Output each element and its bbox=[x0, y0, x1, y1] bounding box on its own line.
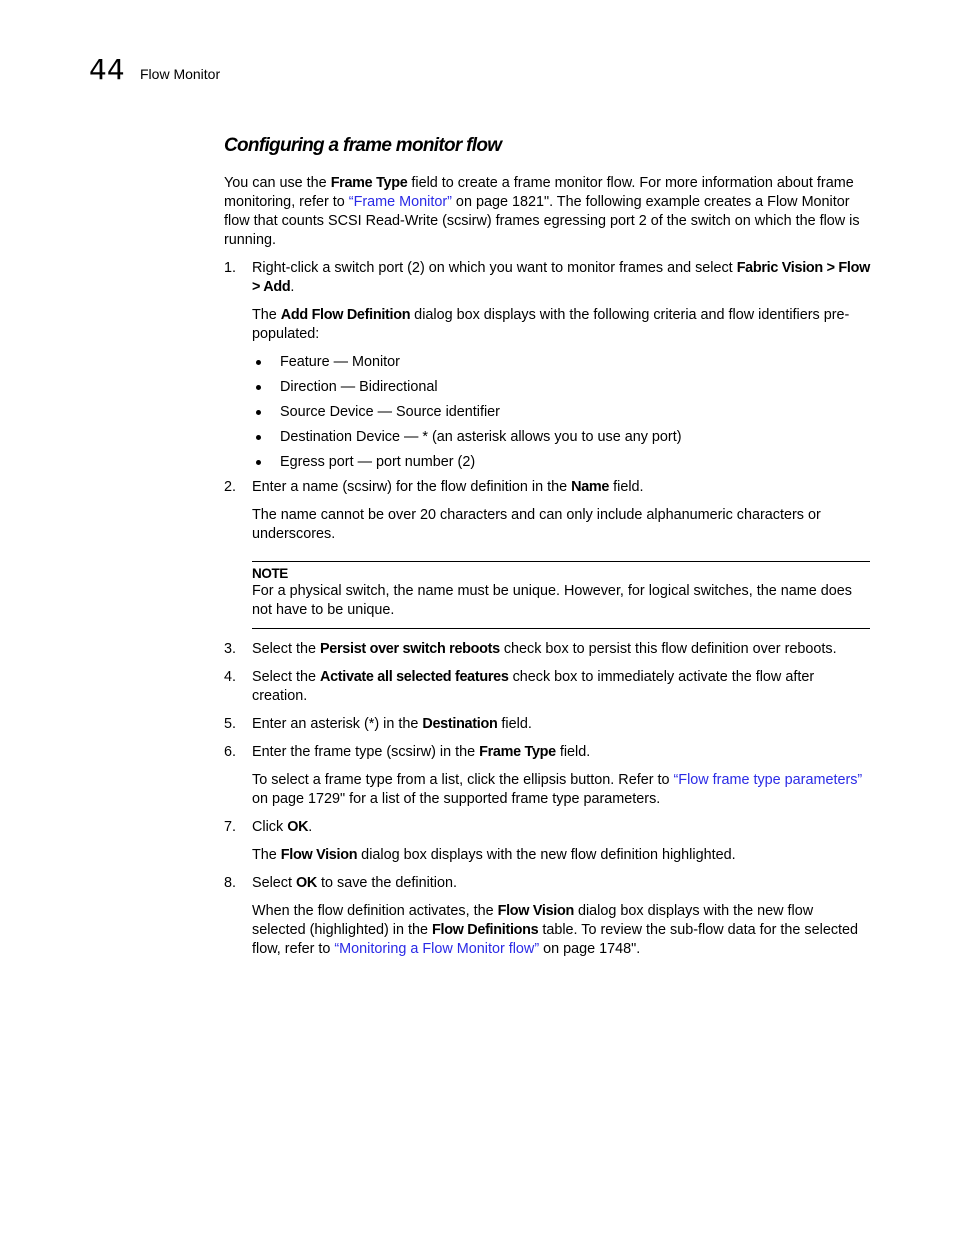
list-item: Feature — Monitor bbox=[252, 353, 870, 372]
step-text: The bbox=[252, 847, 281, 863]
list-item: Source Device — Source identifier bbox=[252, 403, 870, 422]
list-item: Egress port — port number (2) bbox=[252, 453, 870, 472]
step-text: dialog box displays with the new flow selected (highlighted) in the bbox=[252, 903, 814, 938]
step-number: 7. bbox=[224, 819, 237, 835]
step-text: Enter the frame type (scsirw) in the bbox=[252, 744, 480, 760]
step-number: 6. bbox=[224, 744, 237, 760]
step-text: on page 1748". bbox=[539, 941, 641, 957]
step-number: 2. bbox=[224, 479, 237, 495]
step-6-detail bbox=[224, 771, 870, 809]
step-text: . bbox=[308, 819, 313, 835]
step-6 bbox=[224, 743, 870, 762]
flow-frame-type-parameters-link[interactable]: “Flow frame type parameters” bbox=[673, 772, 863, 788]
step-2 bbox=[224, 478, 870, 497]
step-bold: Fabric Vision > Flow > Add bbox=[252, 260, 870, 295]
step-1-detail bbox=[224, 306, 870, 344]
list-item: Direction — Bidirectional bbox=[252, 378, 870, 397]
intro-text: on page 1821". The following example creates a Flow Monitor flow that counts SCSI Read-Write (scsirw) frames egressing port 2 of the switch on which the flow is running. bbox=[224, 194, 860, 248]
chapter-title: Flow Monitor bbox=[140, 66, 221, 82]
step-bold: Activate all selected features bbox=[320, 669, 509, 685]
step-bold: Name bbox=[571, 479, 610, 495]
note-text: For a physical switch, the name must be unique. However, for logical switches, the name does not have to be unique. bbox=[252, 583, 852, 618]
step-text: Click bbox=[252, 819, 288, 835]
step-text: dialog box displays with the new flow definition highlighted. bbox=[357, 847, 736, 863]
step-text: dialog box displays with the following criteria and flow identifiers pre-populated: bbox=[252, 307, 850, 342]
step-text: Select bbox=[252, 875, 296, 891]
step-4 bbox=[224, 668, 870, 706]
intro-bold-frame-type: Frame Type bbox=[330, 175, 408, 191]
step-bold: Add Flow Definition bbox=[280, 307, 411, 323]
step-number: 1. bbox=[224, 260, 237, 276]
step-text: check box to persist this flow definition over reboots. bbox=[499, 641, 837, 657]
step-3 bbox=[224, 640, 870, 659]
step-text: check box to immediately activate the flow after creation. bbox=[252, 669, 815, 704]
step-text: field. bbox=[497, 716, 532, 732]
step-bold: Flow Definitions bbox=[432, 922, 539, 938]
list-item: Destination Device — * (an asterisk allows you to use any port) bbox=[252, 428, 870, 447]
step-1 bbox=[224, 259, 870, 297]
step-2-detail: The name cannot be over 20 characters and can only include alphanumeric characters or underscores. bbox=[252, 507, 821, 542]
section-title: Configuring a frame monitor flow bbox=[224, 135, 502, 156]
step-text: . bbox=[290, 279, 295, 295]
prepopulated-criteria-list bbox=[224, 353, 870, 472]
step-text: field. bbox=[555, 744, 591, 760]
step-text: to save the definition. bbox=[317, 875, 457, 891]
note-box bbox=[252, 561, 870, 629]
note-label: NOTE bbox=[252, 566, 288, 581]
step-7 bbox=[224, 818, 870, 837]
step-number: 5. bbox=[224, 716, 237, 732]
step-bold: Flow Vision bbox=[280, 847, 358, 863]
step-text: Select the bbox=[252, 641, 320, 657]
monitoring-flow-monitor-flow-link[interactable]: “Monitoring a Flow Monitor flow” bbox=[334, 941, 540, 957]
step-bold: Destination bbox=[422, 716, 498, 732]
chapter-number: 44 bbox=[89, 53, 125, 86]
step-number: 3. bbox=[224, 641, 237, 657]
step-7-detail bbox=[224, 846, 870, 865]
step-text: To select a frame type from a list, click the ellipsis button. Refer to bbox=[252, 772, 674, 788]
step-text: Select the bbox=[252, 669, 320, 685]
frame-monitor-link[interactable]: “Frame Monitor” bbox=[348, 194, 452, 210]
step-bold: Frame Type bbox=[479, 744, 556, 760]
step-8 bbox=[224, 874, 870, 893]
step-text: Enter an asterisk (*) in the bbox=[252, 716, 423, 732]
step-text: table. To review the sub-flow data for the selected flow, refer to bbox=[252, 922, 859, 957]
step-text: on page 1729" for a list of the supported frame type parameters. bbox=[252, 791, 661, 807]
step-8-detail bbox=[224, 902, 870, 959]
step-text: Right-click a switch port (2) on which you want to monitor frames and select bbox=[252, 260, 737, 276]
step-text: Enter a name (scsirw) for the flow definition in the bbox=[252, 479, 572, 495]
step-text: The bbox=[252, 307, 281, 323]
step-number: 4. bbox=[224, 669, 237, 685]
intro-text: You can use the bbox=[224, 175, 331, 191]
step-number: 8. bbox=[224, 875, 237, 891]
step-bold: OK bbox=[296, 875, 317, 891]
step-bold: OK bbox=[287, 819, 309, 835]
step-text: When the flow definition activates, the bbox=[252, 903, 498, 919]
step-5 bbox=[224, 715, 870, 734]
step-bold: Persist over switch reboots bbox=[320, 641, 500, 657]
page-content bbox=[224, 132, 870, 968]
intro-text: field to create a frame monitor flow. For more information about frame monitoring, refer to bbox=[224, 175, 854, 210]
intro-paragraph bbox=[224, 174, 870, 250]
step-bold: Flow Vision bbox=[497, 903, 574, 919]
step-text: field. bbox=[609, 479, 644, 495]
